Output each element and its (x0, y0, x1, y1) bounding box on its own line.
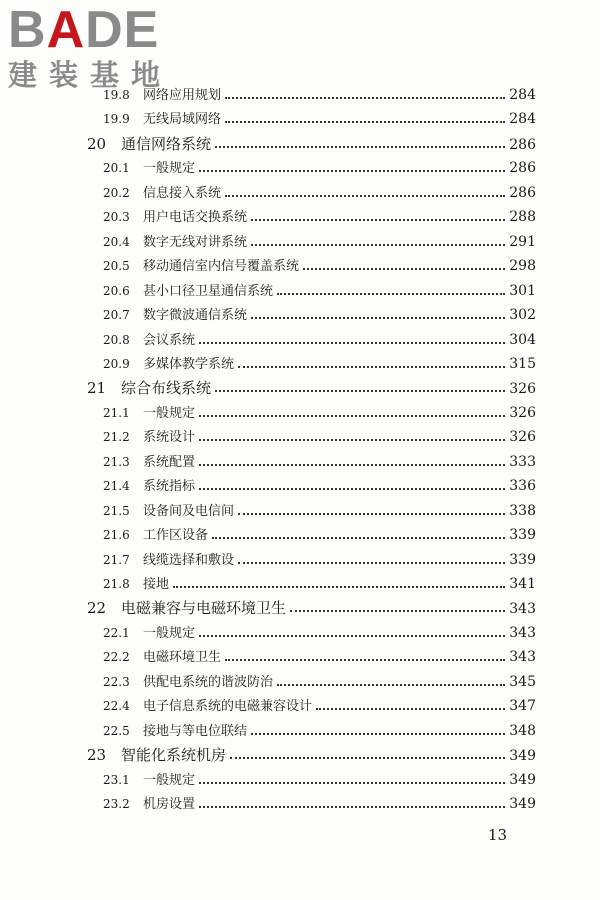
entry-number: 22.1 (103, 625, 130, 640)
entry-number: 22.3 (103, 674, 130, 689)
entry-page: 286 (509, 184, 536, 201)
entry-title: 数字无线对讲系统 (143, 234, 248, 250)
dot-leader (225, 195, 505, 197)
entry-number: 21.1 (103, 405, 130, 420)
entry-title: 系统配置 (143, 454, 196, 470)
entry-number: 20.7 (103, 308, 130, 323)
page-number: 13 (488, 826, 508, 844)
logo-subtitle: 建装基地 (8, 58, 173, 92)
entry-page: 286 (509, 136, 536, 153)
toc-section-entry (103, 182, 536, 204)
dot-leader (212, 537, 505, 539)
entry-page: 288 (509, 209, 536, 226)
toc-section-entry (103, 671, 536, 693)
dot-leader (173, 586, 505, 588)
dot-leader (199, 415, 505, 417)
dot-leader (290, 610, 505, 612)
entry-title: 智能化系统机房 (121, 746, 227, 765)
entry-page: 348 (509, 722, 536, 739)
entry-title: 一般规定 (143, 772, 196, 788)
dot-leader (199, 488, 505, 490)
dot-leader (199, 635, 505, 637)
entry-number: 20.5 (103, 259, 130, 274)
entry-page: 347 (509, 698, 536, 715)
entry-title: 一般规定 (143, 161, 196, 177)
entry-title: 移动通信室内信号覆盖系统 (143, 259, 300, 275)
entry-page: 349 (509, 748, 536, 765)
entry-title: 网络应用规划 (143, 88, 222, 103)
entry-page: 339 (509, 527, 536, 544)
entry-title: 系统设计 (143, 430, 196, 446)
logo-wordmark (8, 1, 183, 59)
entry-number: 20.3 (103, 210, 130, 225)
dot-leader (215, 390, 505, 392)
dot-leader (251, 219, 505, 221)
dot-leader (251, 317, 505, 319)
entry-title: 无线局域网络 (143, 112, 222, 128)
dot-leader (215, 146, 505, 148)
toc-section-entry (103, 793, 536, 815)
toc-section-entry (103, 255, 536, 277)
entry-page: 284 (509, 87, 536, 103)
entry-number: 20.2 (103, 185, 130, 200)
entry-title: 一般规定 (143, 405, 196, 421)
entry-page: 343 (509, 601, 536, 618)
dot-leader (230, 757, 505, 759)
entry-number: 20 (87, 134, 107, 153)
dot-leader (238, 366, 505, 368)
toc-section-entry (103, 573, 536, 595)
entry-title: 一般规定 (143, 625, 196, 641)
entry-page: 326 (509, 381, 536, 398)
entry-title: 数字微波通信系统 (143, 308, 248, 324)
entry-title: 线缆选择和敷设 (143, 552, 235, 568)
toc-section-entry (103, 108, 536, 130)
entry-number: 19.8 (103, 88, 130, 102)
toc-section-entry (103, 426, 536, 448)
entry-page: 315 (509, 355, 536, 372)
toc-section-entry (103, 769, 536, 791)
toc-section-entry (103, 157, 536, 179)
entry-page: 301 (509, 282, 536, 299)
entry-page: 291 (509, 233, 536, 250)
entry-number: 22 (87, 599, 107, 618)
entry-number: 21.4 (103, 479, 130, 494)
dot-leader (238, 513, 505, 515)
entry-page: 333 (509, 453, 536, 470)
dot-leader (225, 121, 505, 123)
toc-section-entry (103, 280, 536, 302)
entry-number: 23 (87, 746, 107, 765)
logo-letter-b: B (8, 1, 47, 59)
entry-number: 20.6 (103, 283, 130, 298)
entry-title: 电子信息系统的电磁兼容设计 (143, 699, 313, 715)
entry-title: 机房设置 (143, 797, 196, 813)
entry-page: 298 (509, 258, 536, 275)
entry-page: 304 (509, 331, 536, 348)
entry-page: 338 (509, 502, 536, 519)
dot-leader (277, 293, 505, 295)
entry-title: 多媒体教学系统 (143, 356, 235, 372)
entry-number: 21.6 (103, 528, 130, 543)
entry-title: 接地与等电位联结 (143, 723, 248, 739)
entry-number: 21.7 (103, 552, 130, 567)
entry-number: 20.8 (103, 332, 130, 347)
toc-section-entry (103, 549, 536, 571)
toc-section-entry (103, 451, 536, 473)
entry-page: 286 (509, 160, 536, 177)
entry-page: 284 (509, 111, 536, 128)
toc-section-entry (103, 402, 536, 424)
entry-title: 会议系统 (143, 332, 196, 348)
toc-section-entry (103, 720, 536, 742)
entry-page: 339 (509, 551, 536, 568)
bade-logo (8, 1, 183, 94)
toc-section-entry (103, 646, 536, 668)
entry-title: 供配电系统的谐波防治 (143, 674, 274, 690)
dot-leader (225, 659, 505, 661)
entry-number: 20.1 (103, 161, 130, 176)
entry-title: 甚小口径卫星通信系统 (143, 283, 274, 299)
toc-section-entry (103, 206, 536, 228)
entry-page: 343 (509, 624, 536, 641)
toc-chapter-entry (87, 133, 536, 155)
toc-chapter-entry (87, 597, 536, 619)
dot-leader (303, 268, 505, 270)
entry-number: 21.8 (103, 577, 130, 591)
entry-number: 21.2 (103, 430, 130, 445)
entry-page: 336 (509, 478, 536, 495)
entry-page: 349 (509, 796, 536, 813)
dot-leader (251, 733, 505, 735)
entry-number: 20.9 (103, 356, 130, 371)
entry-number: 21 (87, 379, 107, 398)
entry-number: 23.1 (103, 772, 130, 787)
entry-title: 接地 (143, 577, 170, 592)
entry-page: 345 (509, 673, 536, 690)
toc-section-entry (103, 524, 536, 546)
entry-title: 工作区设备 (143, 528, 209, 544)
dot-leader (225, 97, 505, 99)
entry-number: 22.2 (103, 650, 130, 665)
toc-chapter-entry (87, 744, 536, 766)
entry-page: 326 (509, 404, 536, 421)
toc-chapter-entry (87, 377, 536, 399)
entry-number: 20.4 (103, 234, 130, 249)
entry-number: 21.3 (103, 454, 130, 469)
entry-page: 349 (509, 771, 536, 788)
toc-section-entry (103, 500, 536, 522)
logo-letter-a: A (46, 1, 86, 59)
dot-leader (199, 439, 505, 441)
dot-leader (251, 244, 505, 246)
toc-section-entry (103, 475, 536, 497)
entry-title: 系统指标 (143, 479, 196, 495)
entry-page: 343 (509, 649, 536, 666)
entry-title: 设备间及电信间 (143, 503, 235, 519)
entry-page: 326 (509, 429, 536, 446)
entry-number: 22.5 (103, 723, 130, 738)
dot-leader (199, 170, 505, 172)
dot-leader (199, 464, 505, 466)
entry-page: 341 (509, 576, 536, 592)
entry-title: 信息接入系统 (143, 185, 222, 201)
dot-leader (199, 806, 505, 808)
entry-title: 电磁兼容与电磁环境卫生 (121, 599, 287, 618)
entry-title: 综合布线系统 (121, 379, 212, 398)
toc-section-entry (103, 695, 536, 717)
dot-leader (316, 708, 505, 710)
entry-number: 23.2 (103, 797, 130, 812)
entry-number: 21.5 (103, 503, 130, 518)
toc-section-entry (103, 329, 536, 351)
logo-letters-de: DE (85, 1, 160, 59)
toc-section-entry (103, 353, 536, 375)
dot-leader (199, 342, 505, 344)
toc-section-entry (103, 84, 536, 106)
entry-title: 用户电话交换系统 (143, 210, 248, 226)
toc-section-entry (103, 304, 536, 326)
toc-section-entry (103, 622, 536, 644)
entry-title: 通信网络系统 (121, 134, 212, 153)
entry-number: 19.9 (103, 112, 130, 127)
entry-page: 302 (509, 307, 536, 324)
entry-number: 22.4 (103, 699, 130, 714)
dot-leader (277, 684, 505, 686)
entry-title: 电磁环境卫生 (143, 650, 222, 666)
toc-section-entry (103, 231, 536, 253)
dot-leader (199, 782, 505, 784)
dot-leader (238, 562, 505, 564)
